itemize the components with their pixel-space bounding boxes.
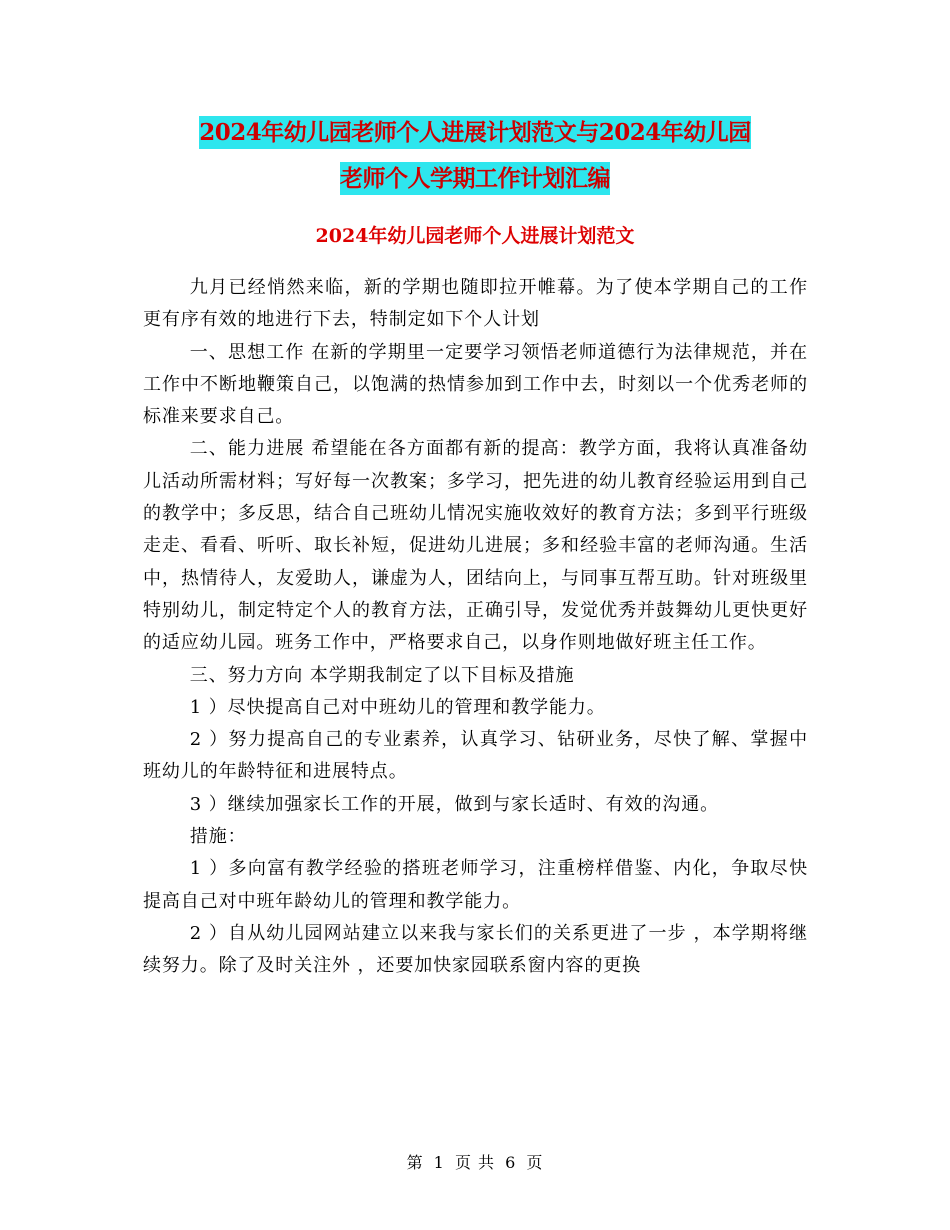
page-footer bbox=[0, 1152, 950, 1174]
page-label-mid: 页 共 bbox=[454, 1153, 496, 1172]
paragraph: 1 ）尽快提高自己对中班幼儿的管理和教学能力。 bbox=[189, 696, 606, 718]
section-title: 2024年幼儿园老师个人进展计划范文 bbox=[315, 225, 635, 247]
paragraph: 措施： bbox=[189, 826, 247, 848]
page-number: 1 bbox=[433, 1153, 445, 1172]
paragraph: 三、努力方向 本学期我制定了以下目标及措施 bbox=[189, 664, 575, 686]
page-label-suffix: 页 bbox=[526, 1153, 544, 1172]
paragraph: 2 ）自从幼儿园网站建立以来我与家长们的关系更进了一步 ，本学期将继续努力。除了及时关注外 ，还要加快家园联系窗内容的更换 bbox=[143, 922, 808, 977]
page-label-prefix: 第 bbox=[406, 1153, 424, 1172]
document-title bbox=[140, 110, 810, 202]
document-title-line-1: 2024年幼儿园老师个人进展计划范文与2024年幼儿园 bbox=[199, 116, 751, 149]
paragraph: 二、能力进展 希望能在各方面都有新的提高：教学方面，我将认真准备幼儿活动所需材料；写好每一次教案；多学习，把先进的幼儿教育经验运用到自己的教学中；多反思，结合自己班幼儿情况实施收效好的教育方法；多到平行班级走走、看看、听听、取长补短，促进幼儿进展；多和经验丰富的老师沟通。生活中，热情待人，友爱助人，谦虚为人，团结向上，与同事互帮互助。针对班级里特别幼儿，制定特定个人的教育方法，正确引导，发觉优秀并鼓舞幼儿更快更好的适应幼儿园。班务工作中，严格要求自己，以身作则地做好班主任工作。 bbox=[143, 438, 808, 654]
paragraph: 一、思想工作 在新的学期里一定要学习领悟老师道德行为法律规范，并在工作中不断地鞭策自己，以饱满的热情参加到工作中去，时刻以一个优秀老师的标准来要求自己。 bbox=[143, 341, 808, 428]
paragraph: 九月已经悄然来临，新的学期也随即拉开帷幕。为了使本学期自己的工作更有序有效的地进行下去，特制定如下个人计划 bbox=[143, 277, 808, 331]
total-pages: 6 bbox=[505, 1153, 517, 1172]
paragraph: 1 ）多向富有教学经验的搭班老师学习，注重榜样借鉴、内化，争取尽快提高自己对中班年龄幼儿的管理和教学能力。 bbox=[143, 858, 808, 912]
paragraph: 3 ）继续加强家长工作的开展，做到与家长适时、有效的沟通。 bbox=[189, 793, 720, 815]
document-body bbox=[143, 272, 808, 983]
paragraph: 2 ）努力提高自己的专业素养，认真学习、钻研业务，尽快了解、掌握中班幼儿的年龄特征和进展特点。 bbox=[143, 729, 808, 783]
document-title-line-2: 老师个人学期工作计划汇编 bbox=[340, 162, 610, 195]
